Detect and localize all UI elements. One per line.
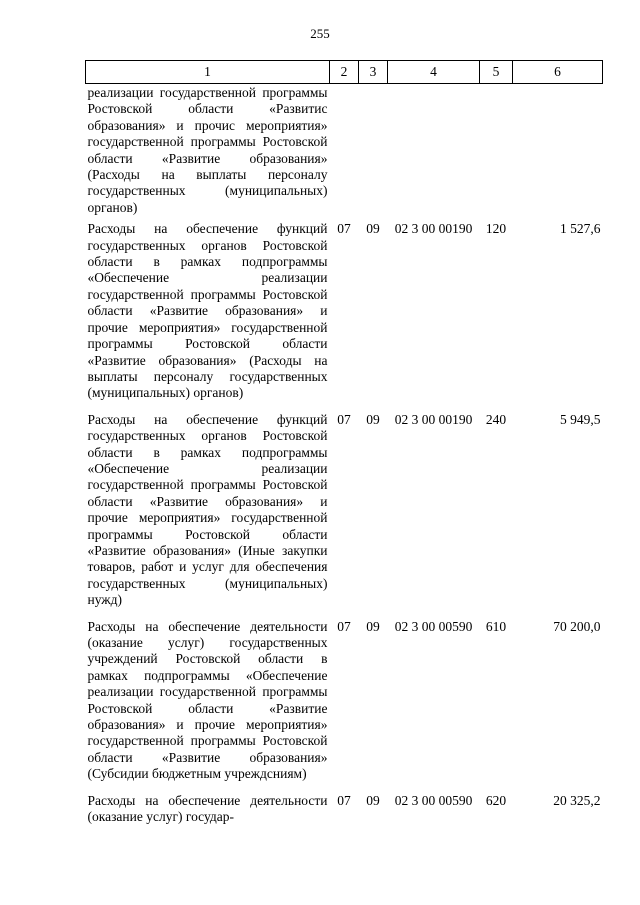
row-expense-type: 610 <box>485 618 507 634</box>
row-subsection: 09 <box>366 221 380 237</box>
row-amount: 5 949,5 <box>560 411 601 427</box>
table-row <box>86 407 603 614</box>
table-row <box>86 216 603 406</box>
row-target-article: 02 3 00 00190 <box>394 411 473 427</box>
column-header-5: 5 <box>480 61 513 84</box>
row-description: Расходы на обеспечение деятельности (оказание услуг) государ- <box>87 792 328 825</box>
row-expense-type: 120 <box>485 221 507 237</box>
column-header-2: 2 <box>330 61 359 84</box>
column-header-3: 3 <box>359 61 388 84</box>
row-subsection: 09 <box>366 792 380 808</box>
row-section: 07 <box>337 221 351 237</box>
row-description: Расходы на обеспечение функций государственных органов Ростовской области в рамках подпрограммы «Обеспечение реализации государственной программы Ростовской области «Развитие образования» и прочие мероприятия» государственной программы Ростовской области «Развитие образования» (Расходы на выплаты персоналу государственных (муниципальных) органов) <box>87 221 328 401</box>
table-header-row <box>86 61 603 84</box>
row-section <box>330 84 359 217</box>
row-description: Расходы на обеспечение функций государственных органов Ростовской области в рамках подпрограммы «Обеспечение реализации государственной программы Ростовской области «Развитие образования» и прочие мероприятия» государственной программы Ростовской области «Развитие образования» (Иные закупки товаров, работ и услуг для обеспечения государственных (муниципальных) нужд) <box>87 411 328 608</box>
row-target-article: 02 3 00 00590 <box>394 792 473 808</box>
table-row <box>86 788 603 831</box>
row-description: реализации государственной программы Ростовской области «Развитис образования» и прочис мероприятия» государственной программы Ростовской области «Развитие образования» (Расходы на выплаты персоналу государственных (муниципальных) органов) <box>87 85 328 215</box>
row-amount <box>513 84 603 217</box>
row-target-article: 02 3 00 00190 <box>394 221 473 237</box>
row-description: Расходы на обеспечение деятельности (оказание услуг) государственных учреждений Ростовской области в рамках подпрограммы «Обеспечение реализации государственной программы Ростовской области «Развитие образования» и прочие мероприятия» государственной программы Ростовской области «Развитие образования» (Субсидии бюджетным учреждсниям) <box>87 618 328 782</box>
row-amount: 70 200,0 <box>553 618 601 634</box>
row-expense-type <box>480 84 513 217</box>
row-amount: 20 325,2 <box>553 792 601 808</box>
row-section: 07 <box>337 792 351 808</box>
row-target-article: 02 3 00 00590 <box>394 618 473 634</box>
row-subsection: 09 <box>366 618 380 634</box>
budget-table <box>85 60 603 830</box>
row-target-article <box>388 84 480 217</box>
row-subsection <box>359 84 388 217</box>
table-row <box>86 614 603 788</box>
row-section: 07 <box>337 618 351 634</box>
row-expense-type: 240 <box>485 411 507 427</box>
column-header-1: 1 <box>86 61 330 84</box>
row-section: 07 <box>337 411 351 427</box>
table-row <box>86 84 603 217</box>
row-subsection: 09 <box>366 411 380 427</box>
page-number: 255 <box>310 26 330 41</box>
column-header-6: 6 <box>513 61 603 84</box>
row-expense-type: 620 <box>485 792 507 808</box>
row-amount: 1 527,6 <box>560 221 601 237</box>
column-header-4: 4 <box>388 61 480 84</box>
